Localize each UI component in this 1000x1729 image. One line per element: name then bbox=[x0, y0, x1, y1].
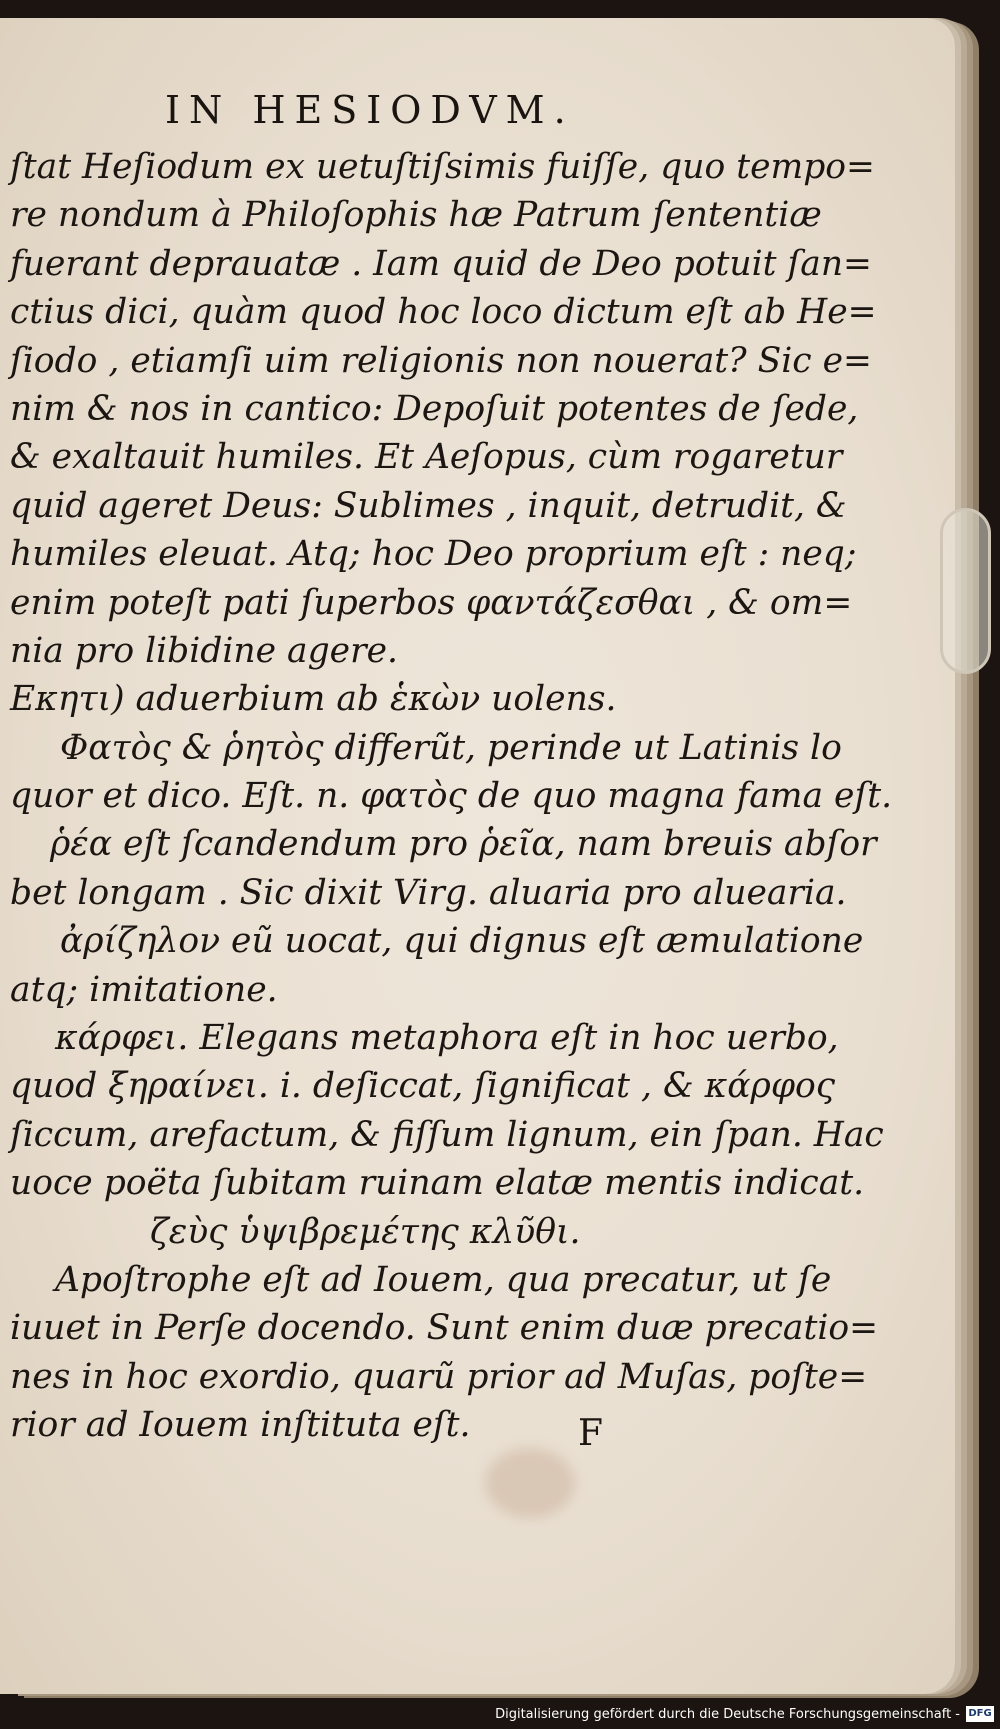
text-line: ctius dici, quàm quod hoc loco dictum eſt ab He= bbox=[10, 292, 877, 333]
page-clip bbox=[940, 508, 991, 674]
text-line: ζεὺς ὑψιβρεμέτης κλῦθι. bbox=[150, 1211, 581, 1252]
text-line: ſiodo , etiamſi uim religionis non nouerat? Sic e= bbox=[10, 340, 872, 381]
text-line: ſiccum, arefactum, & fiſſum lignum, ein ſpan. Hac bbox=[10, 1114, 884, 1155]
text-line: Εκητι) aduerbium ab ἑκὼν uolens. bbox=[10, 679, 617, 720]
funding-credit: Digitalisierung gefördert durch die Deutsche Forschungsgemeinschaft - bbox=[495, 1707, 960, 1722]
book-page bbox=[0, 18, 955, 1694]
text-line: quid ageret Deus: Sublimes , inquit, detrudit, & bbox=[10, 485, 847, 526]
text-line: Apoſtrophe eſt ad Iouem, qua precatur, ut ſe bbox=[55, 1259, 832, 1300]
text-line: rior ad Iouem inſtituta eſt. bbox=[10, 1405, 471, 1446]
text-line: Φατὸς & ῥητὸς differũt, perinde ut Latinis lo bbox=[60, 727, 842, 768]
paper-stain bbox=[485, 1448, 575, 1518]
text-line: ῥέα eſt ſcandendum pro ῥεῖα, nam breuis abſor bbox=[50, 824, 877, 865]
running-header: IN HESIODVM. bbox=[165, 88, 575, 132]
text-line: nia pro libidine agere. bbox=[10, 630, 398, 671]
text-line: & exaltauit humiles. Et Aeſopus, cùm rogaretur bbox=[10, 437, 843, 478]
text-line: nim & nos in cantico: Depoſuit potentes de ſede, bbox=[10, 388, 859, 429]
dfg-logo: DFG bbox=[966, 1706, 994, 1722]
text-line: ἀρίζηλον eũ uocat, qui dignus eſt æmulatione bbox=[60, 921, 864, 962]
page-text bbox=[10, 143, 893, 1450]
text-line: nes in hoc exordio, quarũ prior ad Muſas, poſte= bbox=[10, 1356, 868, 1397]
text-line: atq; imitatione. bbox=[10, 969, 278, 1010]
text-line: ſtat Heſiodum ex uetuſtiſsimis fuiſſe, quo tempo= bbox=[10, 147, 875, 187]
footer-bar bbox=[0, 1700, 1000, 1729]
text-line: uoce poëta ſubitam ruinam elatæ mentis indicat. bbox=[10, 1163, 865, 1204]
text-line: enim poteſt pati ſuperbos φαντάζεσθαι , & om= bbox=[10, 582, 853, 623]
text-line: fuerant deprauatæ . Iam quid de Deo potuit ſan= bbox=[10, 243, 872, 284]
text-line: κάρφει. Elegans metaphora eſt in hoc uerbo, bbox=[55, 1018, 839, 1059]
text-line: quor et dico. Eſt. n. φατὸς de quo magna fama eſt. bbox=[10, 776, 893, 817]
text-line: iuuet in Perſe docendo. Sunt enim duæ precatio= bbox=[10, 1308, 879, 1349]
text-line: re nondum à Philoſophis hæ Patrum ſententiæ bbox=[10, 195, 822, 236]
text-line: bet longam . Sic dixit Virg. aluaria pro aluearia. bbox=[10, 872, 847, 913]
signature-mark: F bbox=[578, 1413, 603, 1454]
text-line: humiles eleuat. Atq; hoc Deo proprium eſt : neq; bbox=[10, 534, 857, 575]
text-line: quod ξηραίνει. i. deſiccat, ſignificat , & κάρφος bbox=[10, 1066, 836, 1107]
